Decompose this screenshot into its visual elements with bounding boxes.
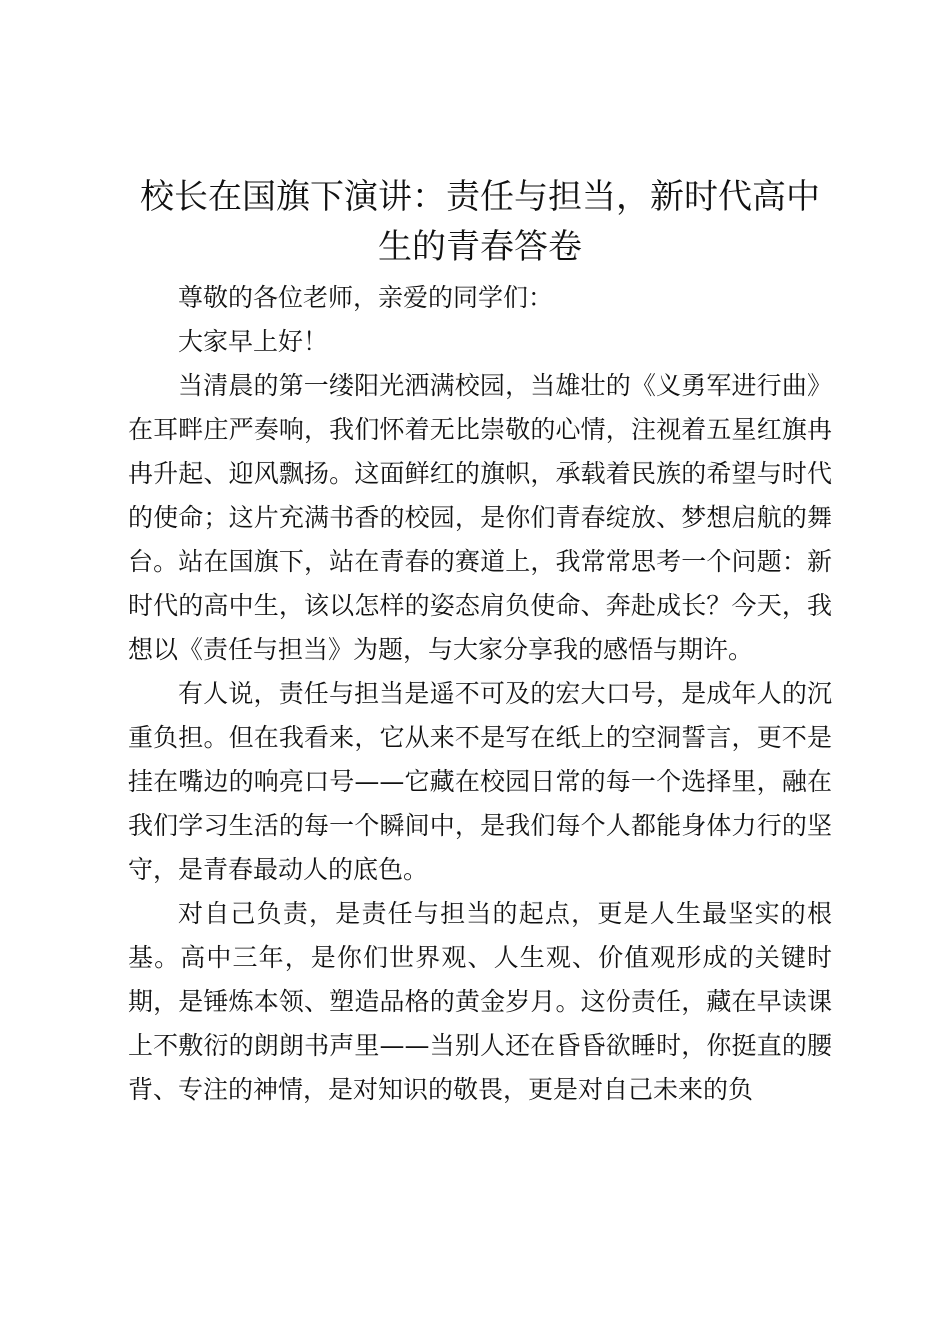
document-body [128, 276, 832, 1112]
paragraph: 当清晨的第一缕阳光洒满校园，当雄壮的《义勇军进行曲》在耳畔庄严奏响，我们怀着无比崇敬的心情，注视着五星红旗冉冉升起、迎风飘扬。这面鲜红的旗帜，承载着民族的希望与时代的使命；这片充满书香的校园，是你们青春绽放、梦想启航的舞台。站在国旗下，站在青春的赛道上，我常常思考一个问题：新时代的高中生，该以怎样的姿态肩负使命、奔赴成长？今天，我想以《责任与担当》为题，与大家分享我的感悟与期许。 [128, 371, 832, 664]
paragraph: 有人说，责任与担当是遥不可及的宏大口号，是成年人的沉重负担。但在我看来，它从来不是写在纸上的空洞誓言，更不是挂在嘴边的响亮口号——它藏在校园日常的每一个选择里，融在我们学习生活的每一个瞬间中，是我们每个人都能身体力行的坚守，是青春最动人的底色。 [128, 679, 832, 884]
document-title: 校长在国旗下演讲：责任与担当，新时代高中生的青春答卷 [140, 177, 820, 267]
salutation: 尊敬的各位老师，亲爱的同学们： [178, 283, 554, 312]
paragraph: 对自己负责，是责任与担当的起点，更是人生最坚实的根基。高中三年，是你们世界观、人生观、价值观形成的关键时期，是锤炼本领、塑造品格的黄金岁月。这份责任，藏在早读课上不敷衍的朗朗书声里——当别人还在昏昏欲睡时，你挺直的腰背、专注的神情，是对知识的敬畏，更是对自己未来的负 [128, 899, 832, 1104]
greeting: 大家早上好！ [178, 327, 329, 356]
document-page [128, 172, 832, 1112]
